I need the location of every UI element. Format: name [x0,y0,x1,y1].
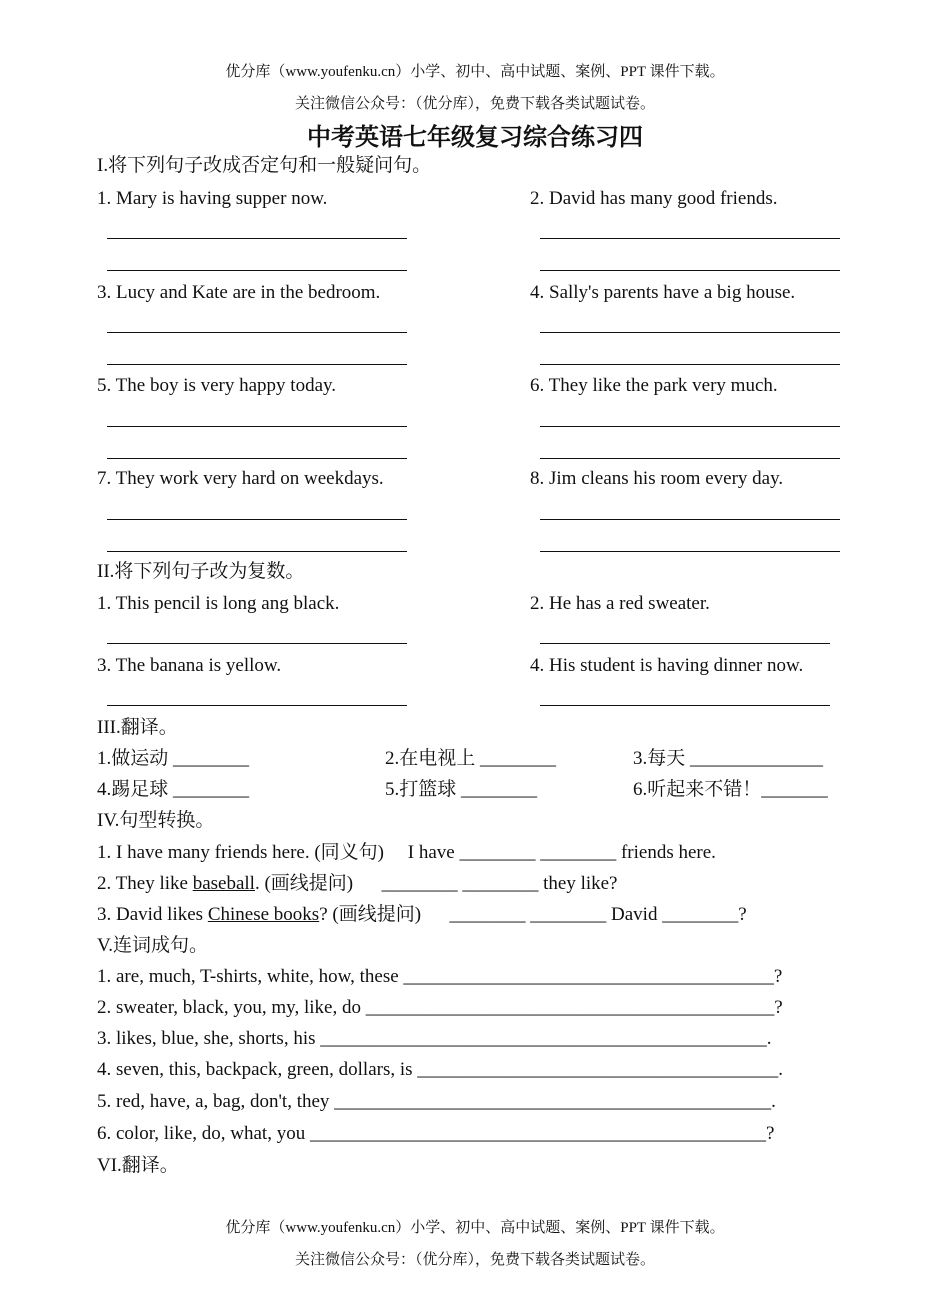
s1-item-2: 2. David has many good friends. [530,188,778,209]
s2-item-4: 4. His student is having dinner now. [530,655,804,676]
section-6-heading: VI.翻译。 [97,1155,179,1176]
s3-item-3: 3.每天 ______________ [633,748,824,769]
answer-blank[interactable] [540,458,840,459]
header-line-1: 优分库（www.youfenku.cn）小学、初中、高中试题、案例、PPT 课件下载。 [225,64,725,80]
s3-item-4: 4.踢足球 ________ [97,779,250,800]
answer-blank[interactable] [540,643,830,644]
s1-item-7: 7. They work very hard on weekdays. [97,468,384,489]
answer-blank[interactable] [540,426,840,427]
s4-item-3 [97,904,747,926]
answer-blank[interactable] [107,519,407,520]
section-5-heading: V.连词成句。 [97,935,209,956]
underlined-phrase: Chinese books [207,904,320,925]
s4-item-2-prefix: 2. They like [97,873,193,894]
s1-item-1: 1. Mary is having supper now. [97,188,328,209]
section-4-heading: IV.句型转换。 [97,810,215,831]
s5-item-5: 5. red, have, a, bag, don't, they ______________________________________________. [97,1091,776,1112]
s4-item-2-suffix: . (画线提问) ________ ________ they like? [254,873,618,894]
s4-item-3-suffix: ? (画线提问) ________ ________ David ________? [319,904,747,925]
s3-item-6: 6.听起来不错！_______ [633,779,828,800]
answer-blank[interactable] [540,364,840,365]
s4-item-2 [97,873,618,895]
section-2-heading: II.将下列句子改为复数。 [97,561,305,582]
s5-item-6: 6. color, like, do, what, you ________________________________________________? [97,1123,775,1144]
s1-item-6: 6. They like the park very much. [530,375,778,396]
s3-item-5: 5.打篮球 ________ [385,779,538,800]
answer-blank[interactable] [107,426,407,427]
s5-item-3: 3. likes, blue, she, shorts, his _______________________________________________. [97,1028,772,1049]
section-3-heading: III.翻译。 [97,717,178,738]
answer-blank[interactable] [107,238,407,239]
s1-item-5: 5. The boy is very happy today. [97,375,337,396]
answer-blank[interactable] [540,238,840,239]
footer-line-2: 关注微信公众号：（优分库），免费下载各类试题试卷。 [294,1252,655,1268]
answer-blank[interactable] [107,364,407,365]
answer-blank[interactable] [540,270,840,271]
s1-item-4: 4. Sally's parents have a big house. [530,282,796,303]
s2-item-3: 3. The banana is yellow. [97,655,282,676]
underlined-phrase: baseball [192,873,255,894]
s1-item-3: 3. Lucy and Kate are in the bedroom. [97,282,381,303]
s5-item-4: 4. seven, this, backpack, green, dollars, is ______________________________________. [97,1059,784,1080]
answer-blank[interactable] [540,332,840,333]
s5-item-1: 1. are, much, T-shirts, white, how, these _______________________________________? [97,966,783,987]
answer-blank[interactable] [540,519,840,520]
answer-blank[interactable] [107,705,407,706]
answer-blank[interactable] [107,458,407,459]
s4-item-3-prefix: 3. David likes [97,904,208,925]
header-line-2: 关注微信公众号：（优分库），免费下载各类试题试卷。 [294,96,655,112]
answer-blank[interactable] [107,270,407,271]
s4-item-1: 1. I have many friends here. (同义句) I have ________ ________ friends here. [97,842,716,863]
answer-blank[interactable] [540,705,830,706]
section-1-heading: I.将下列句子改成否定句和一般疑问句。 [97,155,432,176]
footer-line-1: 优分库（www.youfenku.cn）小学、初中、高中试题、案例、PPT 课件下载。 [225,1220,725,1236]
page-title: 中考英语七年级复习综合练习四 [307,125,643,151]
s2-item-1: 1. This pencil is long ang black. [97,593,340,614]
answer-blank[interactable] [107,551,407,552]
s2-item-2: 2. He has a red sweater. [530,593,710,614]
s5-item-2: 2. sweater, black, you, my, like, do ___________________________________________? [97,997,783,1018]
answer-blank[interactable] [107,643,407,644]
answer-blank[interactable] [107,332,407,333]
s3-item-1: 1.做运动 ________ [97,748,250,769]
answer-blank[interactable] [540,551,840,552]
s1-item-8: 8. Jim cleans his room every day. [530,468,784,489]
s3-item-2: 2.在电视上 ________ [385,748,557,769]
